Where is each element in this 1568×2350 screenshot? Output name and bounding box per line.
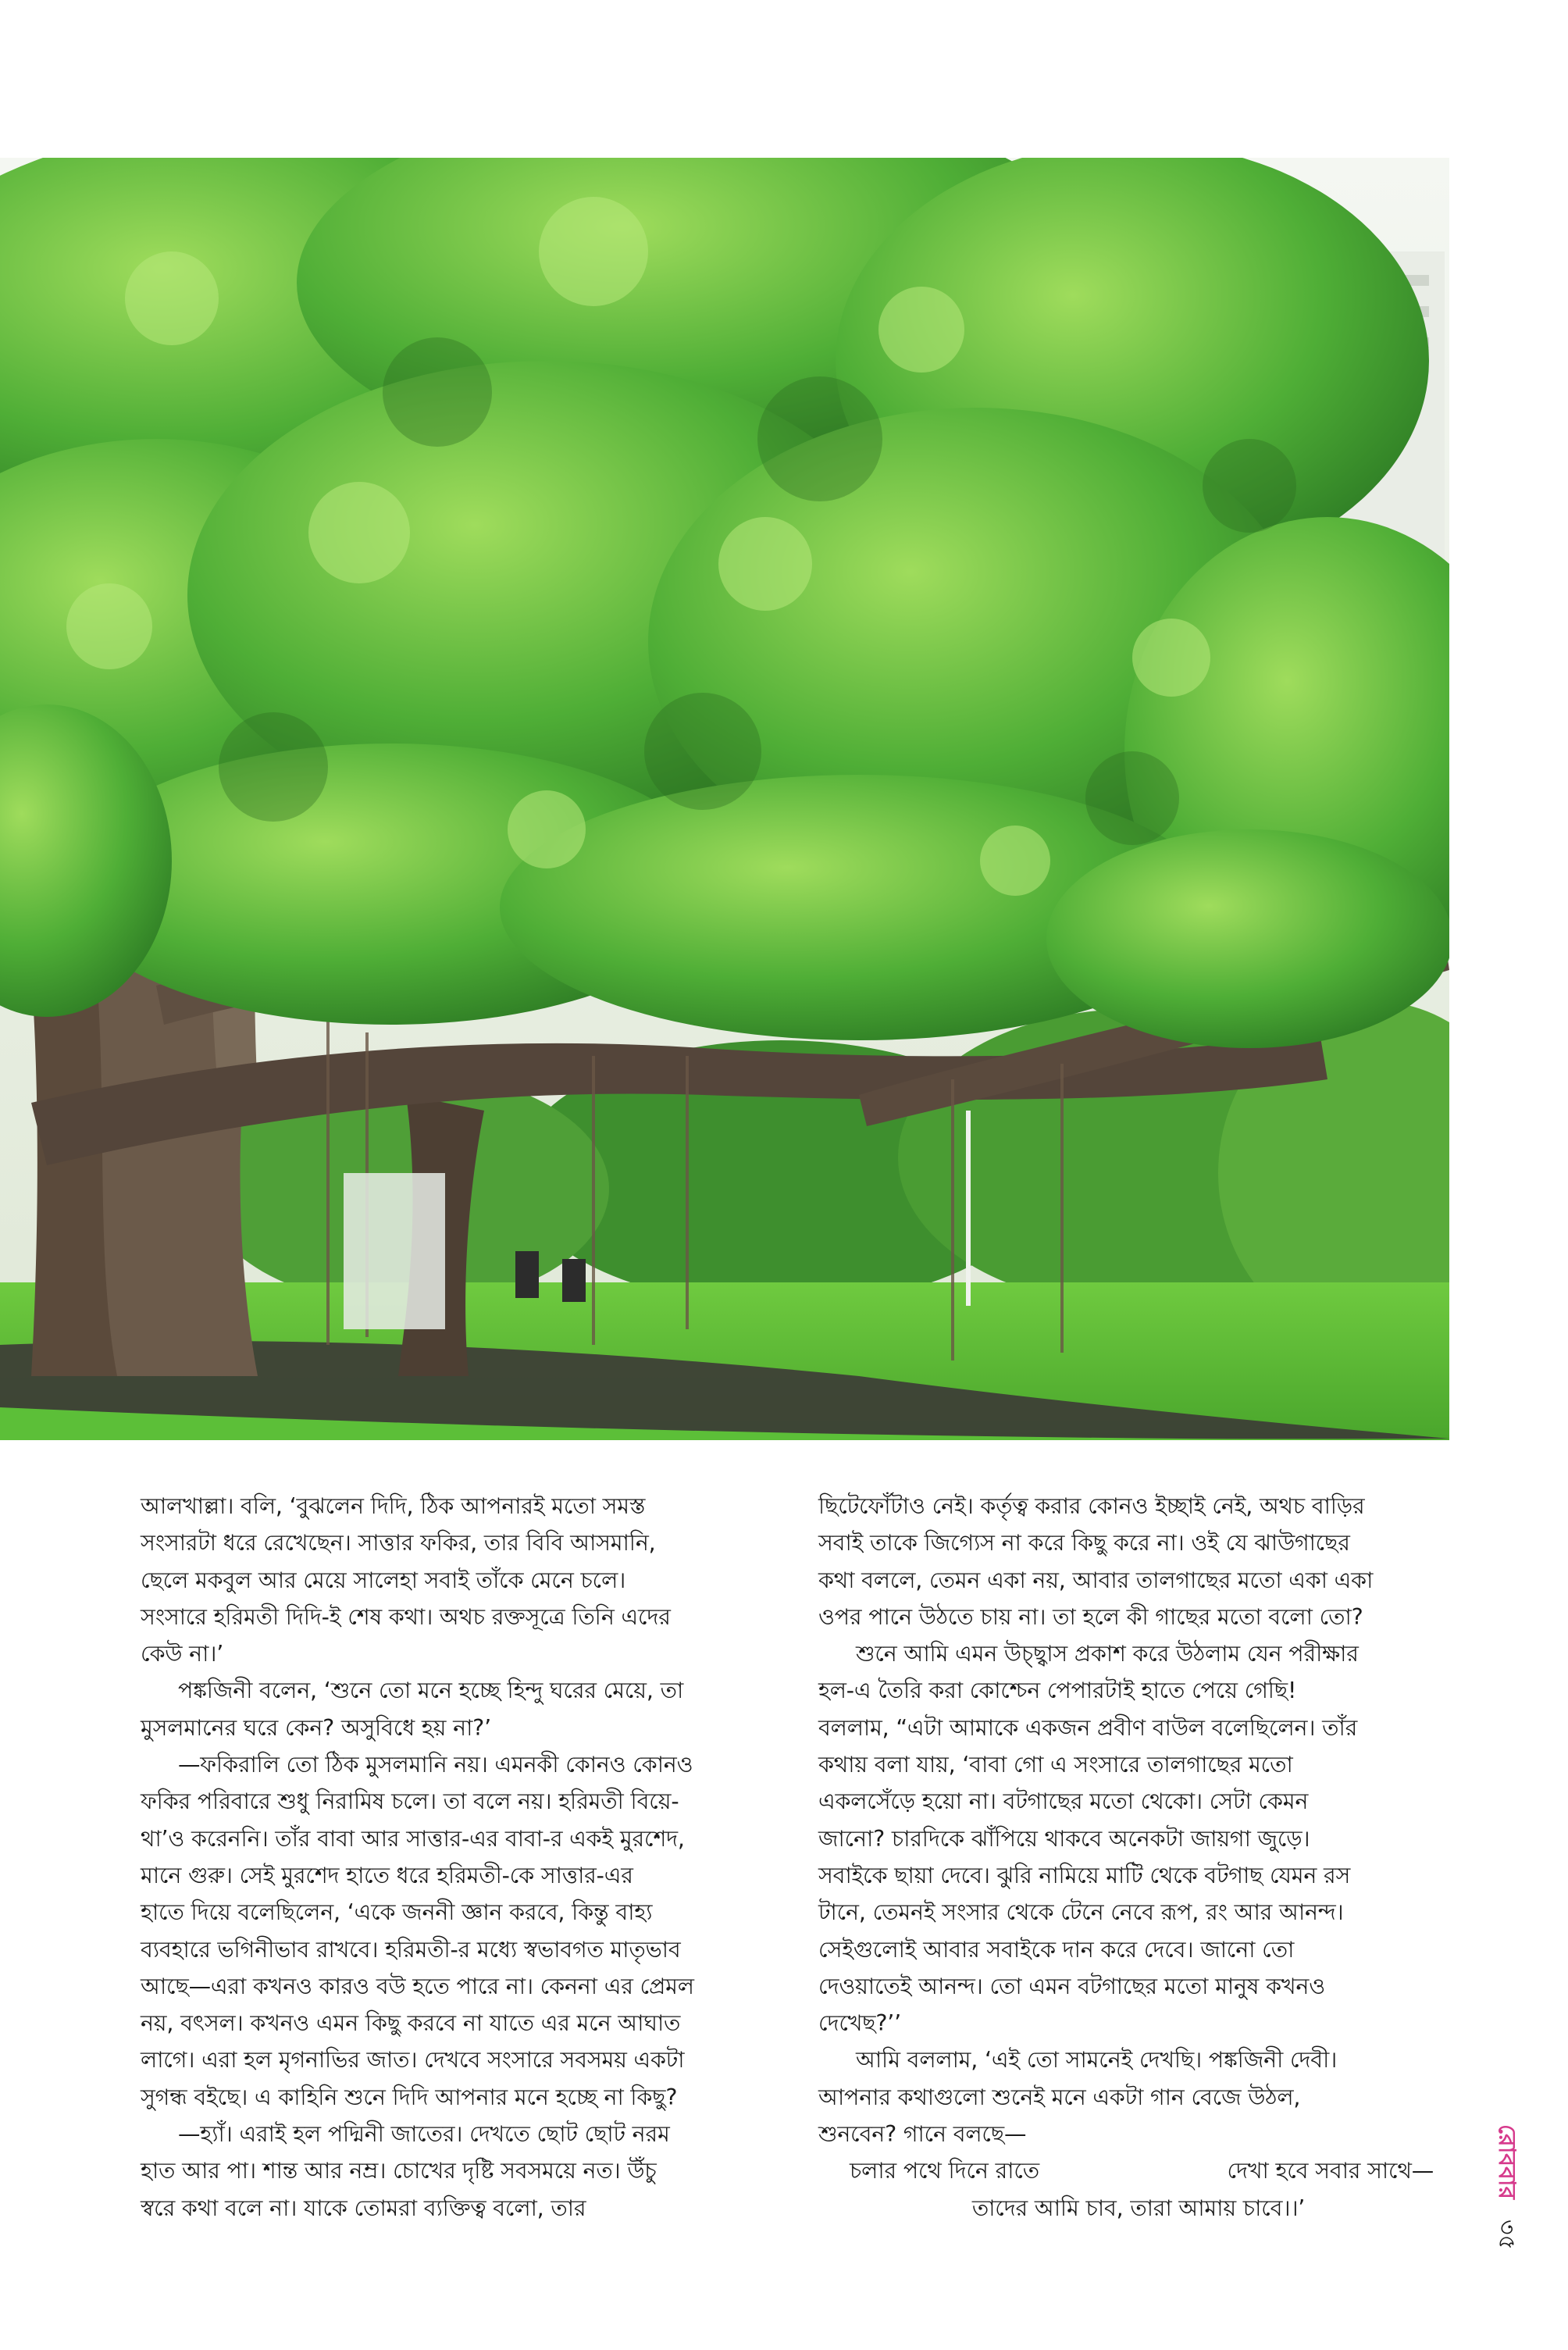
magazine-name: রোববার [1492,2124,1520,2199]
text-line: আলখাল্লা। বলি, ‘বুঝলেন দিদি, ঠিক আপনারই মতো সমস্ত [141,1493,646,1519]
text-line: মুসলমানের ঘরে কেন? অসুবিধে হয় না?’ [141,1714,491,1741]
text-line: ব্যবহারে ভগিনীভাব রাখবে। হরিমতী-র মধ্যে স্বভাবগত মাতৃভাব [141,1936,681,1963]
song-verse-line [818,2190,1443,2227]
text-line: সেইগুলোই আবার সবাইকে দান করে দেবে। জানো তো [818,1936,1295,1963]
left-text-column [141,1488,765,2227]
page-folio [1485,2045,1526,2329]
text-line: টানে, তেমনই সংসার থেকে টেনে নেবে রূপ, রং আর আনন্দ। [818,1899,1344,1926]
text-line: ছিটেফোঁটাও নেই। কর্তৃত্ব করার কোনও ইচ্ছাই নেই, অথচ বাড়ির [818,1493,1365,1519]
text-line: কেউ না।’ [141,1641,224,1667]
paragraph [818,1635,1443,2042]
text-line: থা’ও করেননি। তাঁর বাবা আর সাত্তার-এর বাবা-র একই মুরশেদ, [141,1825,685,1852]
paragraph [818,2042,1443,2152]
text-line: হাত আর পা। শান্ত আর নম্র। চোখের দৃষ্টি সবসময়ে নত। উঁচু [141,2158,657,2184]
text-line: —ফকিরালি তো ঠিক মুসলমানি নয়। এমনকী কোনও কোনও [178,1752,693,1778]
text-line: আপনার কথাগুলো শুনেই মনে একটা গান বেজে উঠল, [818,2084,1301,2110]
text-line: ওপর পানে উঠতে চায় না। তা হলে কী গাছের মতো বলো তো? [818,1603,1363,1630]
text-line: হল-এ তৈরি করা কোশ্চেন পেপারটাই হাতে পেয়ে গেছি! [818,1678,1297,1704]
text-line: দেখেছ?’’ [818,2010,902,2037]
text-line: শুনে আমি এমন উচ্ছ্বাস প্রকাশ করে উঠলাম যেন পরীক্ষার [856,1641,1359,1667]
text-line: কথায় বলা যায়, ‘বাবা গো এ সংসারে তালগাছের মতো [818,1752,1293,1778]
text-line: সবাই তাকে জিগ্যেস না করে কিছু করে না। ওই যে ঝাউগাছের [818,1530,1350,1557]
paragraph [141,1672,765,1746]
text-line: আছে—এরা কখনও কারও বউ হতে পারে না। কেননা এর প্রেমল [141,1973,694,1999]
verse-text: তাদের আমি চাব, তারা আমায় চাবে।।’ [971,2195,1306,2221]
paragraph [141,2116,765,2227]
text-line: বললাম, “এটা আমাকে একজন প্রবীণ বাউল বলেছিলেন। তাঁর [818,1714,1358,1741]
text-line: সংসারটা ধরে রেখেছেন। সাত্তার ফকির, তার বিবি আসমানি, [141,1530,656,1557]
text-line: মানে গুরু। সেই মুরশেদ হাতে ধরে হরিমতী-কে সাত্তার-এর [141,1862,633,1888]
banyan-tree-photo [0,158,1449,1440]
text-line: নয়, বৎসল। কখনও এমন কিছু করবে না যাতে এর মনে আঘাত [141,2010,681,2037]
verse-text: দেখা হবে সবার সাথে— [1227,2158,1434,2184]
text-line: কথা বললে, তেমন একা নয়, আবার তালগাছের মতো একা একা [818,1567,1374,1593]
paragraph [141,1746,765,2116]
paragraph [141,1488,765,1672]
text-line: ছেলে মকবুল আর মেয়ে সালেহা সবাই তাঁকে মেনে চলে। [141,1567,626,1593]
text-line: জানো? চারদিকে ঝাঁপিয়ে থাকবে অনেকটা জায়গা জুড়ে। [818,1825,1310,1852]
page-number: ৩৫ [1492,2219,1520,2250]
photo-illustration [0,158,1449,1440]
text-line: শুনবেন? গানে বলছে— [818,2121,1027,2148]
text-line: দেওয়াতেই আনন্দ। তো এমন বটগাছের মতো মানুষ কখনও [818,1973,1326,1999]
verse-text: চলার পথে দিনে রাতে [850,2158,1039,2184]
text-line: একলসেঁড়ে হয়ো না। বটগাছের মতো থেকো। সেটা কেমন [818,1788,1309,1815]
text-line: লাগে। এরা হল মৃগনাভির জাত। দেখবে সংসারে সবসময় একটা [141,2047,685,2074]
text-line: হাতে দিয়ে বলেছিলেন, ‘একে জননী জ্ঞান করবে, কিন্তু বাহ্য [141,1899,653,1926]
text-line: সবাইকে ছায়া দেবে। ঝুরি নামিয়ে মাটি থেকে বটগাছ যেমন রস [818,1862,1351,1888]
text-line: সুগন্ধ বইছে। এ কাহিনি শুনে দিদি আপনার মনে হচ্ছে না কিছু? [141,2084,678,2110]
text-line: সংসারে হরিমতী দিদি-ই শেষ কথা। অথচ রক্তসূত্রে তিনি এদের [141,1603,671,1630]
text-line: আমি বললাম, ‘এই তো সামনেই দেখছি। পঙ্কজিনী দেবী। [856,2047,1338,2074]
paragraph [818,1488,1443,1635]
right-text-column [818,1488,1443,2227]
text-line: স্বরে কথা বলে না। যাকে তোমরা ব্যক্তিত্ব বলো, তার [141,2195,586,2221]
text-line: পঙ্কজিনী বলেন, ‘শুনে তো মনে হচ্ছে হিন্দু ঘরের মেয়ে, তা [178,1678,684,1704]
text-line: —হ্যাঁ। এরাই হল পদ্মিনী জাতের। দেখতে ছোট ছোট নরম [178,2121,670,2148]
song-verse-line [818,2152,1443,2189]
text-line: ফকির পরিবারে শুধু নিরামিষ চলে। তা বলে নয়। হরিমতী বিয়ে- [141,1788,679,1815]
